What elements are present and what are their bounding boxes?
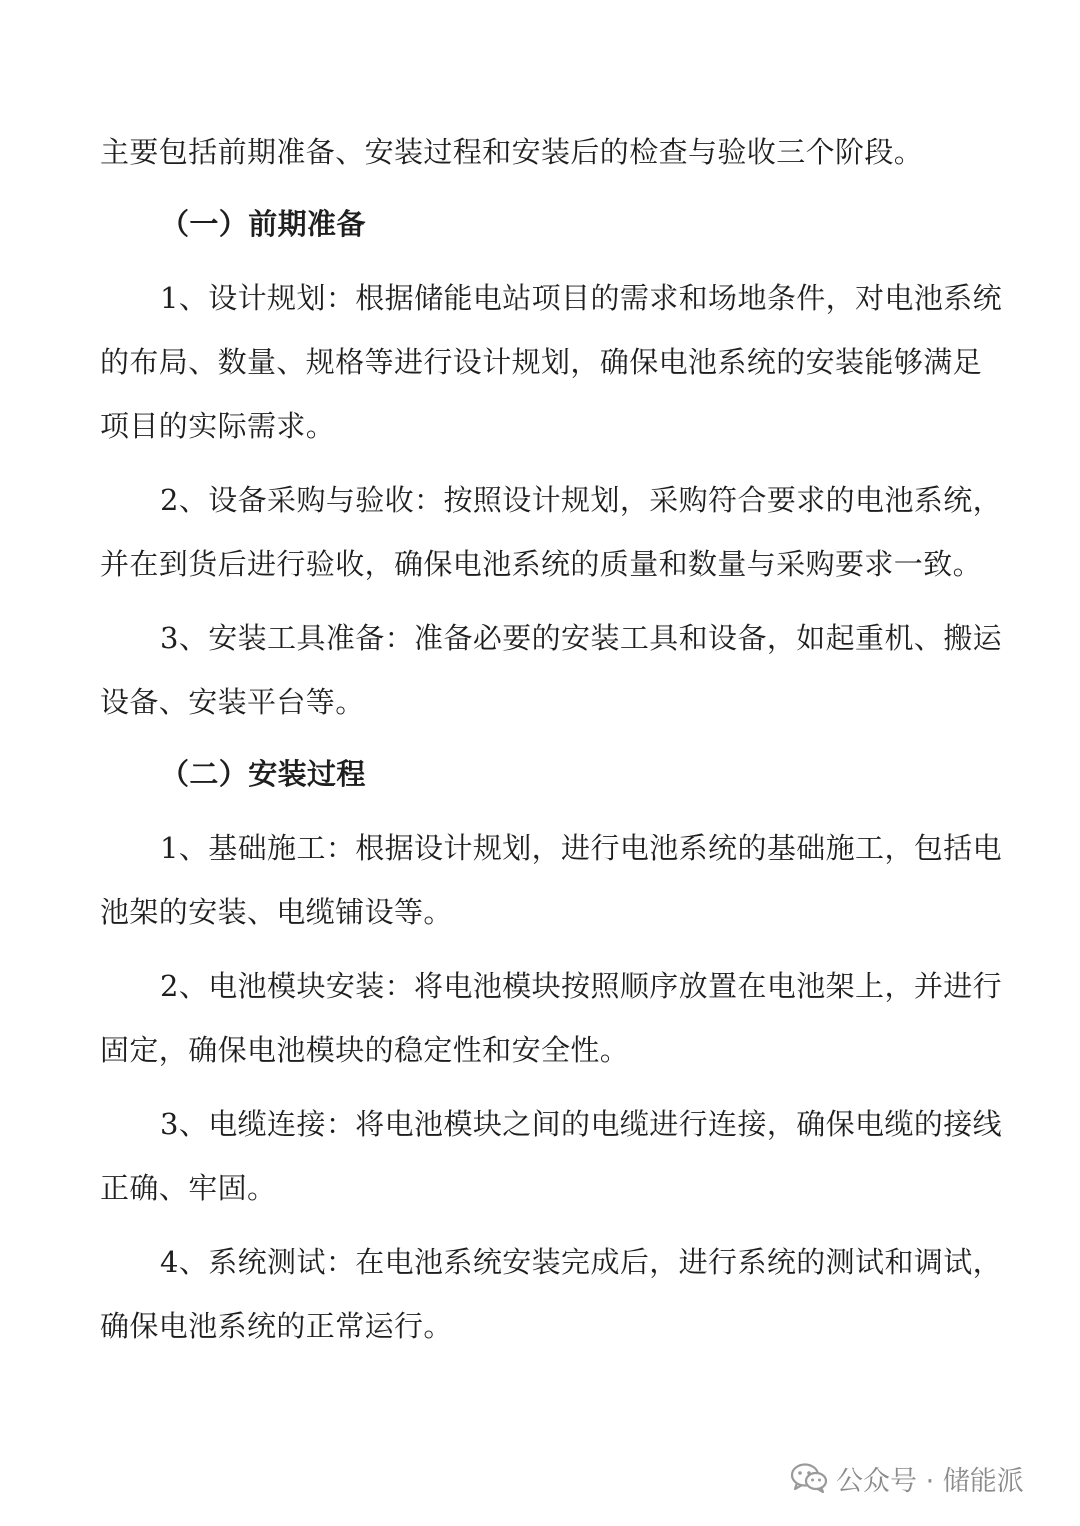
body-text-line: 4、系统测试：在电池系统安装完成后，进行系统的测试和调试， bbox=[160, 1245, 1003, 1279]
body-text-line: 池架的安装、电缆铺设等。 bbox=[100, 895, 453, 929]
body-text-line: 3、电缆连接：将电池模块之间的电缆进行连接，确保电缆的接线 bbox=[160, 1107, 1003, 1141]
body-text-line: 确保电池系统的正常运行。 bbox=[100, 1309, 453, 1343]
body-text-line: 2、设备采购与验收：按照设计规划，采购符合要求的电池系统， bbox=[160, 483, 1003, 517]
body-text-line: 项目的实际需求。 bbox=[100, 409, 336, 443]
watermark bbox=[790, 1458, 1024, 1498]
body-text-line: 1、基础施工：根据设计规划，进行电池系统的基础施工，包括电 bbox=[160, 831, 1003, 865]
section-heading-preparation: （一）前期准备 bbox=[160, 207, 366, 241]
body-text-line: 3、安装工具准备：准备必要的安装工具和设备，如起重机、搬运 bbox=[160, 621, 1003, 655]
body-text-line: 设备、安装平台等。 bbox=[100, 685, 365, 719]
body-text-line: 2、电池模块安装：将电池模块按照顺序放置在电池架上，并进行 bbox=[160, 969, 1003, 1003]
watermark-text: 公众号 · 储能派 bbox=[836, 1465, 1024, 1497]
body-text-line: 并在到货后进行验收，确保电池系统的质量和数量与采购要求一致。 bbox=[100, 547, 983, 581]
section-heading-installation: （二）安装过程 bbox=[160, 757, 366, 791]
body-text-line: 固定，确保电池模块的稳定性和安全性。 bbox=[100, 1033, 630, 1067]
body-text-line: 正确、牢固。 bbox=[100, 1171, 277, 1205]
body-text-line: 1、设计规划：根据储能电站项目的需求和场地条件，对电池系统 bbox=[160, 281, 1003, 315]
body-text-line: 的布局、数量、规格等进行设计规划，确保电池系统的安装能够满足 bbox=[100, 345, 983, 379]
body-text-line: 主要包括前期准备、安装过程和安装后的检查与验收三个阶段。 bbox=[100, 135, 924, 169]
wechat-icon bbox=[790, 1462, 828, 1494]
